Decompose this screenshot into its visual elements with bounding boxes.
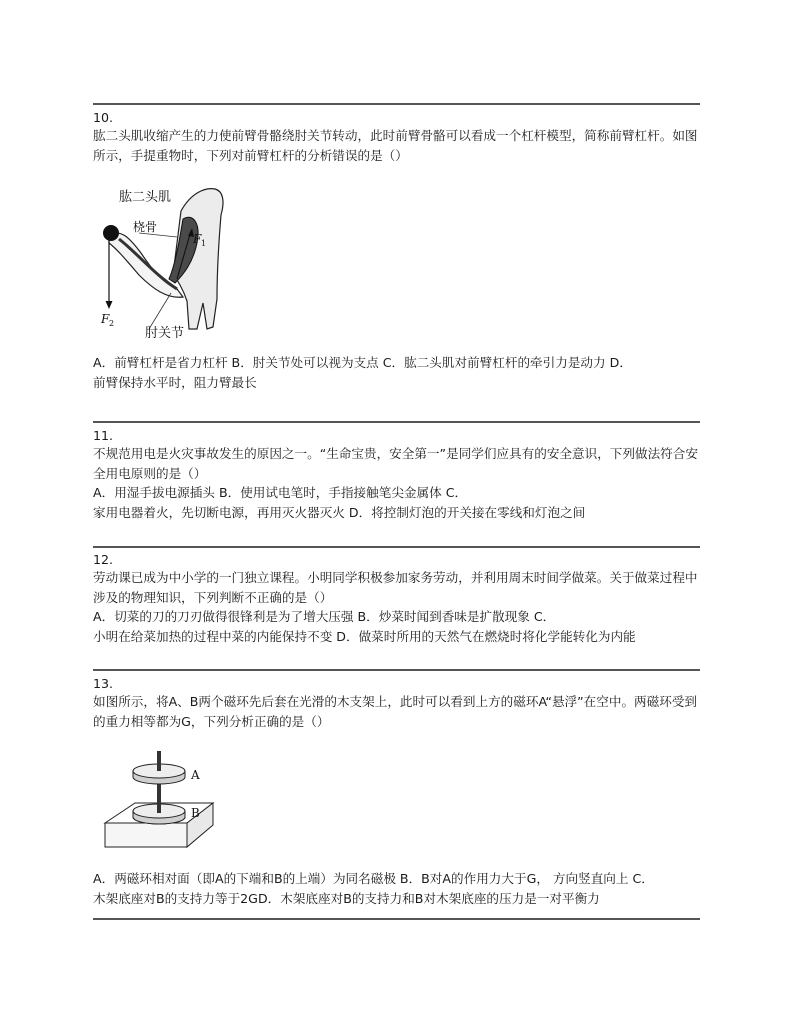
options-line-1: A．用湿手拔电源插头 B．使用试电笔时，手指接触笔尖金属体 C． (93, 485, 468, 500)
question-number: 12. (93, 552, 114, 567)
question-number: 11. (93, 428, 114, 443)
question-13 (93, 675, 699, 908)
question-stem: 不规范用电是火灾事故发生的原因之一。“生命宝贵，安全第一”是同学们应具有的安全意识，下列做法符合安全用电原则的是（） (93, 446, 698, 481)
label-f1: F (193, 232, 202, 246)
question-number: 13. (93, 676, 114, 691)
options-line-2: 前臂保持水平时，阻力臂最长 (93, 374, 257, 390)
options-line-1: A．切菜的刀的刀刃做得很锋利是为了增大压强 B．炒菜时闻到香味是扩散现象 C． (93, 609, 556, 624)
question-11 (93, 427, 699, 522)
question-12 (93, 551, 699, 646)
divider-line (93, 421, 700, 423)
options-line-2: 木架底座对B的支持力等于2GD．木架底座对B的支持力和B对木架底座的压力是一对平衡力 (93, 890, 600, 906)
question-10 (93, 109, 699, 392)
options-line-2: 家用电器着火，先切断电源，再用灭火器灭火 D．将控制灯泡的开关接在零线和灯泡之间 (93, 504, 586, 520)
question-stem: 如图所示，将A、B两个磁环先后套在光滑的木支架上，此时可以看到上方的磁环A“悬浮”在空中。两磁环受到的重力相等都为G，下列分析正确的是（） (93, 694, 698, 729)
divider-line (93, 669, 700, 671)
label-ring-b: B (191, 806, 200, 820)
label-elbow: 肘关节 (145, 326, 185, 339)
label-biceps: 肱二头肌 (119, 190, 172, 205)
label-f1-sub: 1 (201, 239, 207, 248)
label-f2: F (101, 312, 110, 326)
options-line-1: A．前臂杠杆是省力杠杆 B．肘关节处可以视为支点 C．肱二头肌对前臂杠杆的牵引力是动力 D． (93, 355, 632, 370)
options-line-2: 小明在给菜加热的过程中菜的内能保持不变 D．做菜时所用的天然气在燃烧时将化学能转化为内能 (93, 628, 636, 644)
label-ring-a: A (191, 768, 200, 782)
divider-line (93, 918, 700, 920)
question-number: 10. (93, 110, 114, 125)
question-stem: 肱二头肌收缩产生的力使前臂骨骼绕肘关节转动，此时前臂骨骼可以看成一个杠杆模型，简称前臂杠杆。如图所示，手提重物时，下列对前臂杠杆的分析错误的是（） (93, 128, 698, 163)
label-f2-sub: 2 (109, 319, 115, 328)
magnetic-rings-figure (95, 745, 219, 853)
divider-line (93, 103, 700, 105)
arm-lever-figure (97, 179, 237, 339)
divider-line (93, 546, 700, 548)
options-line-1: A．两磁环相对面（即A的下端和B的上端）为同名磁极 B．B对A的作用力大于G， 方向竖直向上 C． (93, 871, 654, 886)
question-stem: 劳动课已成为中小学的一门独立课程。小明同学积极参加家务劳动，并利用周末时间学做菜。关于做菜过程中涉及的物理知识，下列判断不正确的是（） (93, 570, 698, 605)
label-radius: 桡骨 (133, 220, 158, 234)
